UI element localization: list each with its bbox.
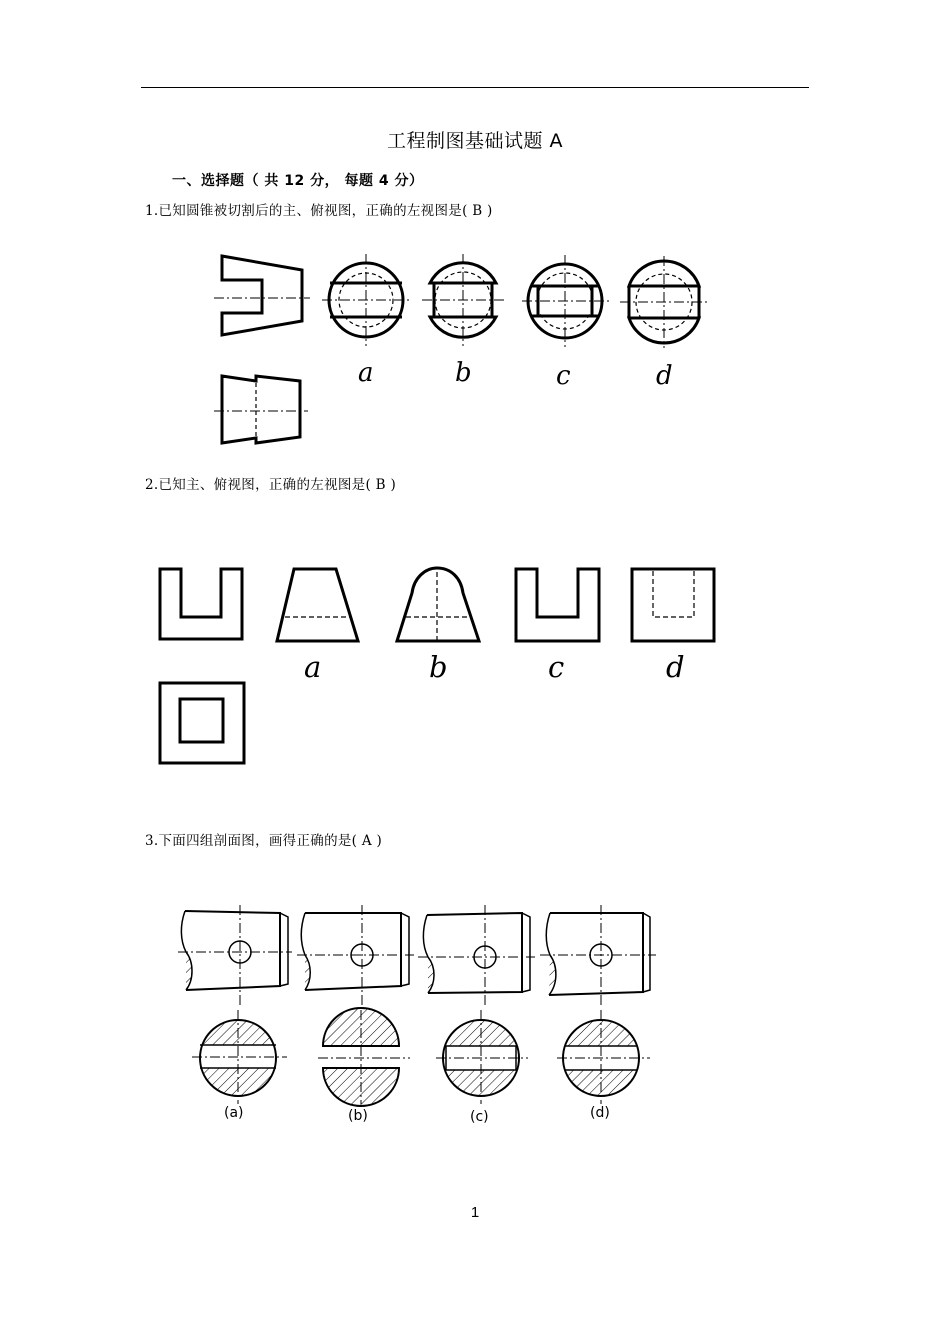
option-a-label: a — [304, 650, 322, 684]
option-c-view — [418, 905, 535, 1104]
option-c-label: c — [548, 650, 565, 684]
page-title: 工程制图基础试题 A — [386, 130, 564, 152]
option-d-label: d — [666, 650, 685, 684]
option-b-label: (b) — [348, 1108, 368, 1124]
option-d-label: d — [656, 361, 673, 391]
option-d-view — [540, 905, 656, 1104]
question-2-text: 2.已知主、俯视图，正确的左视图是( B ) — [145, 477, 397, 493]
option-b-label: b — [455, 358, 472, 388]
page-number: 1 — [470, 1204, 480, 1221]
option-b-label: b — [429, 650, 448, 684]
option-c-label: c — [556, 361, 571, 391]
question-3-text: 3.下面四组剖面图，画得正确的是( A ) — [145, 833, 383, 849]
option-a-label: a — [358, 358, 374, 388]
section-heading: 一、选择题（ 共 12 分， 每题 4 分） — [172, 173, 424, 189]
question-1-text: 1.已知圆锥被切割后的主、俯视图，正确的左视图是( B ) — [145, 203, 493, 219]
option-a-view — [178, 905, 292, 1104]
option-b-view — [297, 905, 414, 1106]
option-a-label: (a) — [224, 1105, 244, 1121]
option-d-label: (d) — [590, 1105, 610, 1121]
option-c-label: (c) — [470, 1109, 489, 1125]
